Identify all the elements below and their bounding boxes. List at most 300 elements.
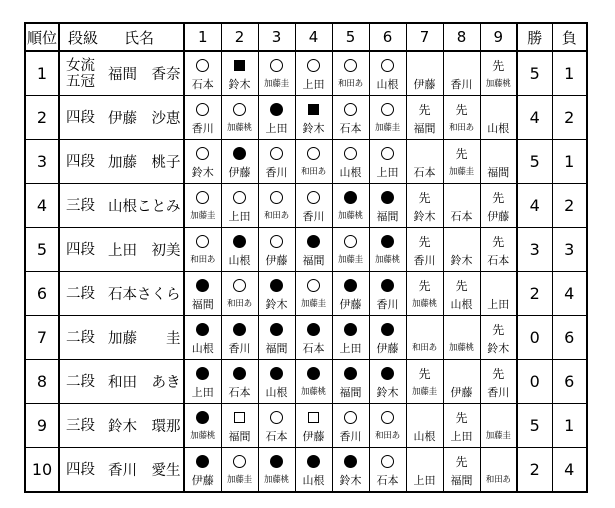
white-circle-icon bbox=[196, 103, 209, 116]
game-cell bbox=[406, 96, 443, 140]
result-mark bbox=[222, 318, 258, 340]
table-row bbox=[25, 360, 587, 404]
black-circle-icon bbox=[196, 323, 209, 336]
game-cell bbox=[295, 316, 332, 360]
result-mark bbox=[444, 54, 480, 76]
result-mark bbox=[370, 54, 406, 76]
black-circle-icon bbox=[196, 455, 209, 468]
white-circle-icon bbox=[270, 59, 283, 72]
game-cell bbox=[295, 228, 332, 272]
results-body bbox=[25, 51, 587, 492]
white-circle-icon bbox=[196, 191, 209, 204]
losses-cell: 1 bbox=[552, 140, 587, 184]
game-cell bbox=[332, 448, 369, 493]
white-circle-icon bbox=[307, 59, 320, 72]
player-cell bbox=[59, 184, 184, 228]
black-circle-icon bbox=[196, 279, 209, 292]
opponent-name: 上田 bbox=[413, 474, 436, 487]
table-row bbox=[25, 184, 587, 228]
white-circle-icon bbox=[381, 103, 394, 116]
result-mark bbox=[333, 406, 369, 428]
game-cell bbox=[184, 228, 221, 272]
black-circle-icon bbox=[381, 367, 394, 380]
result-mark bbox=[222, 98, 258, 120]
opponent-name: 石本 bbox=[265, 430, 288, 443]
game-cell bbox=[184, 404, 221, 448]
black-circle-icon bbox=[233, 147, 246, 160]
result-mark bbox=[259, 318, 295, 340]
game-cell bbox=[332, 140, 369, 184]
result-mark bbox=[259, 54, 295, 76]
opponent-name: 鈴木 bbox=[339, 474, 362, 487]
result-mark bbox=[333, 142, 369, 164]
game-cell bbox=[332, 96, 369, 140]
player-grade: 四段 bbox=[66, 461, 95, 478]
game-cell bbox=[221, 316, 258, 360]
opponent-name: 鈴木 bbox=[302, 122, 325, 135]
opponent-name: 加藤桃 bbox=[485, 79, 511, 89]
opponent-name: 香川 bbox=[376, 298, 399, 311]
opponent-name: 伊藤 bbox=[339, 298, 362, 311]
game-cell bbox=[221, 448, 258, 493]
opponent-name: 上田 bbox=[228, 210, 251, 223]
opponent-name: 鈴木 bbox=[228, 78, 251, 91]
white-circle-icon bbox=[307, 191, 320, 204]
game-cell bbox=[332, 228, 369, 272]
opponent-name: 和田あ bbox=[264, 211, 289, 221]
white-circle-icon bbox=[381, 147, 394, 160]
game-cell bbox=[295, 360, 332, 404]
game-cell bbox=[184, 360, 221, 404]
opponent-name: 加藤圭 bbox=[190, 211, 216, 221]
result-mark bbox=[407, 450, 443, 472]
result-mark bbox=[370, 362, 406, 384]
result-mark bbox=[259, 406, 295, 428]
losses-cell: 1 bbox=[552, 404, 587, 448]
player-name: 上田 初美 bbox=[108, 243, 181, 259]
black-square-icon bbox=[308, 104, 319, 115]
result-mark bbox=[444, 318, 480, 340]
first-move-label: 先 bbox=[492, 323, 505, 337]
rank-cell: 7 bbox=[25, 316, 59, 360]
first-move-label: 先 bbox=[455, 279, 468, 293]
result-mark bbox=[481, 274, 517, 296]
opponent-name: 加藤圭 bbox=[227, 475, 252, 485]
white-circle-icon bbox=[196, 59, 209, 72]
opponent-name: 上田 bbox=[376, 166, 399, 179]
header-round: 9 bbox=[480, 23, 517, 51]
opponent-name: 山根 bbox=[339, 166, 362, 179]
white-circle-icon bbox=[233, 455, 246, 468]
opponent-name: 石本 bbox=[339, 122, 362, 135]
player-grade: 二段 bbox=[66, 373, 95, 390]
header-wins: 勝 bbox=[517, 23, 552, 51]
result-mark bbox=[444, 230, 480, 252]
header-grade-name bbox=[59, 23, 184, 51]
game-cell bbox=[443, 51, 480, 96]
player-cell bbox=[59, 96, 184, 140]
game-cell bbox=[443, 228, 480, 272]
result-mark bbox=[407, 406, 443, 428]
game-cell bbox=[184, 316, 221, 360]
header-round: 2 bbox=[221, 23, 258, 51]
opponent-name: 和田あ bbox=[338, 79, 363, 89]
opponent-name: 石本 bbox=[413, 166, 436, 179]
result-mark bbox=[444, 362, 480, 384]
result-mark bbox=[333, 450, 369, 472]
white-circle-icon bbox=[233, 191, 246, 204]
game-cell bbox=[369, 272, 406, 316]
game-cell bbox=[480, 404, 517, 448]
black-circle-icon bbox=[381, 323, 394, 336]
game-cell bbox=[480, 51, 517, 96]
opponent-name: 香川 bbox=[339, 430, 362, 443]
result-mark bbox=[185, 98, 221, 120]
white-square-icon bbox=[234, 412, 245, 423]
game-cell bbox=[369, 184, 406, 228]
result-mark bbox=[222, 54, 258, 76]
opponent-name: 山根 bbox=[302, 474, 325, 487]
table-row bbox=[25, 404, 587, 448]
result-mark bbox=[370, 186, 406, 208]
rank-cell: 1 bbox=[25, 51, 59, 96]
result-mark bbox=[333, 230, 369, 252]
black-circle-icon bbox=[196, 411, 209, 424]
first-move-label: 先 bbox=[455, 103, 468, 117]
result-mark bbox=[296, 450, 332, 472]
white-circle-icon bbox=[381, 455, 394, 468]
result-mark bbox=[222, 142, 258, 164]
table-row bbox=[25, 228, 587, 272]
opponent-name: 和田あ bbox=[190, 255, 216, 265]
player-name: 鈴木 環那 bbox=[108, 419, 181, 435]
result-mark bbox=[185, 362, 221, 384]
game-cell bbox=[295, 96, 332, 140]
game-cell bbox=[406, 316, 443, 360]
player-cell bbox=[59, 272, 184, 316]
first-move-label: 先 bbox=[455, 147, 468, 161]
wins-cell: 5 bbox=[517, 140, 552, 184]
result-mark bbox=[296, 54, 332, 76]
rank-cell: 6 bbox=[25, 272, 59, 316]
player-name: 伊藤 沙恵 bbox=[108, 111, 181, 127]
game-cell bbox=[258, 448, 295, 493]
header-row bbox=[25, 23, 587, 51]
header-rank: 順位 bbox=[25, 23, 59, 51]
opponent-name: 福間 bbox=[302, 254, 325, 267]
game-cell bbox=[443, 184, 480, 228]
opponent-name: 加藤桃 bbox=[375, 255, 400, 265]
opponent-name: 加藤桃 bbox=[190, 431, 216, 441]
game-cell bbox=[295, 51, 332, 96]
white-circle-icon bbox=[270, 411, 283, 424]
wins-cell: 5 bbox=[517, 404, 552, 448]
game-cell bbox=[258, 51, 295, 96]
black-circle-icon bbox=[307, 367, 320, 380]
player-grade: 三段 bbox=[66, 197, 95, 214]
opponent-name: 和田あ bbox=[375, 431, 400, 441]
result-mark bbox=[296, 230, 332, 252]
result-mark bbox=[370, 142, 406, 164]
opponent-name: 石本 bbox=[302, 342, 325, 355]
game-cell bbox=[369, 51, 406, 96]
opponent-name: 加藤桃 bbox=[338, 211, 363, 221]
wins-cell: 4 bbox=[517, 96, 552, 140]
white-circle-icon bbox=[307, 279, 320, 292]
black-circle-icon bbox=[307, 235, 320, 248]
white-circle-icon bbox=[270, 147, 283, 160]
result-mark bbox=[222, 406, 258, 428]
white-square-icon bbox=[308, 412, 319, 423]
game-cell bbox=[258, 360, 295, 404]
first-move-label: 先 bbox=[492, 367, 505, 381]
game-cell bbox=[184, 140, 221, 184]
header-round: 6 bbox=[369, 23, 406, 51]
opponent-name: 鈴木 bbox=[265, 298, 288, 311]
opponent-name: 山根 bbox=[228, 254, 251, 267]
result-mark bbox=[370, 450, 406, 472]
game-cell bbox=[258, 404, 295, 448]
white-circle-icon bbox=[233, 103, 246, 116]
header-round: 7 bbox=[406, 23, 443, 51]
game-cell bbox=[258, 140, 295, 184]
game-cell bbox=[406, 272, 443, 316]
game-cell bbox=[184, 448, 221, 493]
opponent-name: 石本 bbox=[228, 386, 251, 399]
game-cell bbox=[443, 404, 480, 448]
opponent-name: 伊藤 bbox=[376, 342, 399, 355]
rank-cell: 2 bbox=[25, 96, 59, 140]
result-mark bbox=[185, 230, 221, 252]
opponent-name: 和田あ bbox=[301, 167, 326, 177]
result-mark bbox=[481, 450, 517, 472]
first-move-label: 先 bbox=[492, 59, 505, 73]
first-move-label: 先 bbox=[418, 103, 431, 117]
opponent-name: 加藤圭 bbox=[338, 255, 363, 265]
white-circle-icon bbox=[344, 59, 357, 72]
game-cell bbox=[221, 360, 258, 404]
game-cell bbox=[332, 51, 369, 96]
game-cell bbox=[480, 184, 517, 228]
result-mark bbox=[333, 54, 369, 76]
player-name: 香川 愛生 bbox=[108, 463, 181, 479]
result-mark bbox=[259, 362, 295, 384]
game-cell bbox=[369, 360, 406, 404]
result-mark bbox=[407, 142, 443, 164]
rank-cell: 10 bbox=[25, 448, 59, 493]
white-circle-icon bbox=[381, 59, 394, 72]
rank-cell: 8 bbox=[25, 360, 59, 404]
result-mark bbox=[259, 450, 295, 472]
opponent-name: 上田 bbox=[339, 342, 362, 355]
result-mark bbox=[222, 274, 258, 296]
result-mark bbox=[185, 142, 221, 164]
result-mark bbox=[296, 274, 332, 296]
black-circle-icon bbox=[233, 235, 246, 248]
black-circle-icon bbox=[307, 323, 320, 336]
opponent-name: 福間 bbox=[376, 210, 399, 223]
white-circle-icon bbox=[270, 191, 283, 204]
opponent-name: 上田 bbox=[265, 122, 288, 135]
opponent-name: 加藤桃 bbox=[449, 343, 474, 353]
player-name: 石本さくら bbox=[108, 287, 181, 303]
wins-cell: 3 bbox=[517, 228, 552, 272]
result-mark bbox=[370, 318, 406, 340]
game-cell bbox=[221, 404, 258, 448]
black-circle-icon bbox=[233, 367, 246, 380]
opponent-name: 加藤桃 bbox=[301, 387, 326, 397]
opponent-name: 山根 bbox=[487, 122, 510, 135]
opponent-name: 伊藤 bbox=[191, 474, 214, 487]
game-cell bbox=[295, 404, 332, 448]
game-cell bbox=[406, 51, 443, 96]
first-move-label: 先 bbox=[455, 455, 468, 469]
opponent-name: 香川 bbox=[265, 166, 288, 179]
player-cell bbox=[59, 316, 184, 360]
opponent-name: 和田あ bbox=[485, 475, 511, 485]
result-mark bbox=[333, 186, 369, 208]
result-mark bbox=[185, 54, 221, 76]
losses-cell: 4 bbox=[552, 448, 587, 493]
table-row bbox=[25, 140, 587, 184]
player-cell bbox=[59, 360, 184, 404]
table-row bbox=[25, 316, 587, 360]
opponent-name: 香川 bbox=[302, 210, 325, 223]
rank-cell: 5 bbox=[25, 228, 59, 272]
white-circle-icon bbox=[344, 235, 357, 248]
opponent-name: 和田あ bbox=[412, 343, 437, 353]
white-circle-icon bbox=[344, 147, 357, 160]
header-round: 3 bbox=[258, 23, 295, 51]
game-cell bbox=[369, 404, 406, 448]
result-mark bbox=[185, 406, 221, 428]
game-cell bbox=[295, 184, 332, 228]
player-cell bbox=[59, 228, 184, 272]
result-mark bbox=[481, 406, 517, 428]
player-cell bbox=[59, 448, 184, 493]
black-circle-icon bbox=[381, 191, 394, 204]
game-cell bbox=[406, 184, 443, 228]
result-mark bbox=[222, 186, 258, 208]
player-grade: 四段 bbox=[66, 241, 95, 258]
black-circle-icon bbox=[270, 367, 283, 380]
white-circle-icon bbox=[233, 279, 246, 292]
player-name: 加藤 圭 bbox=[108, 331, 181, 347]
result-mark bbox=[296, 142, 332, 164]
opponent-name: 上田 bbox=[302, 78, 325, 91]
game-cell bbox=[480, 448, 517, 493]
rank-cell: 4 bbox=[25, 184, 59, 228]
opponent-name: 加藤圭 bbox=[301, 299, 326, 309]
table-row bbox=[25, 96, 587, 140]
player-name: 加藤 桃子 bbox=[108, 155, 181, 171]
player-name: 山根ことみ bbox=[108, 199, 181, 215]
opponent-name: 山根 bbox=[413, 430, 436, 443]
opponent-name: 加藤桃 bbox=[264, 475, 289, 485]
black-circle-icon bbox=[307, 455, 320, 468]
opponent-name: 福間 bbox=[228, 430, 251, 443]
black-circle-icon bbox=[196, 367, 209, 380]
losses-cell: 6 bbox=[552, 360, 587, 404]
game-cell bbox=[443, 272, 480, 316]
game-cell bbox=[443, 360, 480, 404]
result-mark bbox=[333, 318, 369, 340]
table-row bbox=[25, 448, 587, 493]
player-grade: 二段 bbox=[66, 285, 95, 302]
league-results-table bbox=[24, 22, 588, 493]
header-grade: 段級 bbox=[68, 28, 99, 47]
game-cell bbox=[332, 404, 369, 448]
game-cell bbox=[406, 360, 443, 404]
game-cell bbox=[369, 96, 406, 140]
game-cell bbox=[184, 51, 221, 96]
result-mark bbox=[222, 450, 258, 472]
result-mark bbox=[259, 274, 295, 296]
first-move-label: 先 bbox=[418, 367, 431, 381]
result-mark bbox=[333, 274, 369, 296]
result-mark bbox=[222, 230, 258, 252]
first-move-label: 先 bbox=[492, 235, 505, 249]
game-cell bbox=[369, 228, 406, 272]
opponent-name: 加藤桃 bbox=[227, 123, 252, 133]
wins-cell: 4 bbox=[517, 184, 552, 228]
result-mark bbox=[296, 406, 332, 428]
black-circle-icon bbox=[344, 323, 357, 336]
result-mark bbox=[407, 54, 443, 76]
player-grade: 二段 bbox=[66, 329, 95, 346]
game-cell bbox=[443, 316, 480, 360]
game-cell bbox=[480, 140, 517, 184]
game-cell bbox=[369, 316, 406, 360]
result-mark bbox=[185, 450, 221, 472]
result-mark bbox=[370, 230, 406, 252]
header-name: 氏名 bbox=[124, 28, 155, 47]
game-cell bbox=[295, 448, 332, 493]
opponent-name: 和田あ bbox=[227, 299, 252, 309]
result-mark bbox=[407, 318, 443, 340]
game-cell bbox=[258, 272, 295, 316]
game-cell bbox=[443, 96, 480, 140]
game-cell bbox=[332, 360, 369, 404]
white-circle-icon bbox=[196, 147, 209, 160]
header-round: 1 bbox=[184, 23, 221, 51]
opponent-name: 山根 bbox=[191, 342, 214, 355]
player-name: 和田 あき bbox=[108, 375, 181, 391]
result-mark bbox=[296, 362, 332, 384]
result-mark bbox=[296, 318, 332, 340]
player-cell bbox=[59, 51, 184, 96]
player-grade: 四段 bbox=[66, 109, 95, 126]
result-mark bbox=[370, 274, 406, 296]
header-round: 4 bbox=[295, 23, 332, 51]
black-circle-icon bbox=[270, 455, 283, 468]
first-move-label: 先 bbox=[418, 235, 431, 249]
black-circle-icon bbox=[270, 279, 283, 292]
opponent-name: 香川 bbox=[450, 78, 473, 91]
losses-cell: 1 bbox=[552, 51, 587, 96]
game-cell bbox=[221, 140, 258, 184]
white-circle-icon bbox=[307, 147, 320, 160]
opponent-name: 鈴木 bbox=[413, 210, 436, 223]
white-circle-icon bbox=[344, 103, 357, 116]
game-cell bbox=[480, 360, 517, 404]
game-cell bbox=[443, 448, 480, 493]
losses-cell: 3 bbox=[552, 228, 587, 272]
result-mark bbox=[333, 362, 369, 384]
opponent-name: 山根 bbox=[376, 78, 399, 91]
opponent-name: 上田 bbox=[191, 386, 214, 399]
result-mark bbox=[259, 98, 295, 120]
